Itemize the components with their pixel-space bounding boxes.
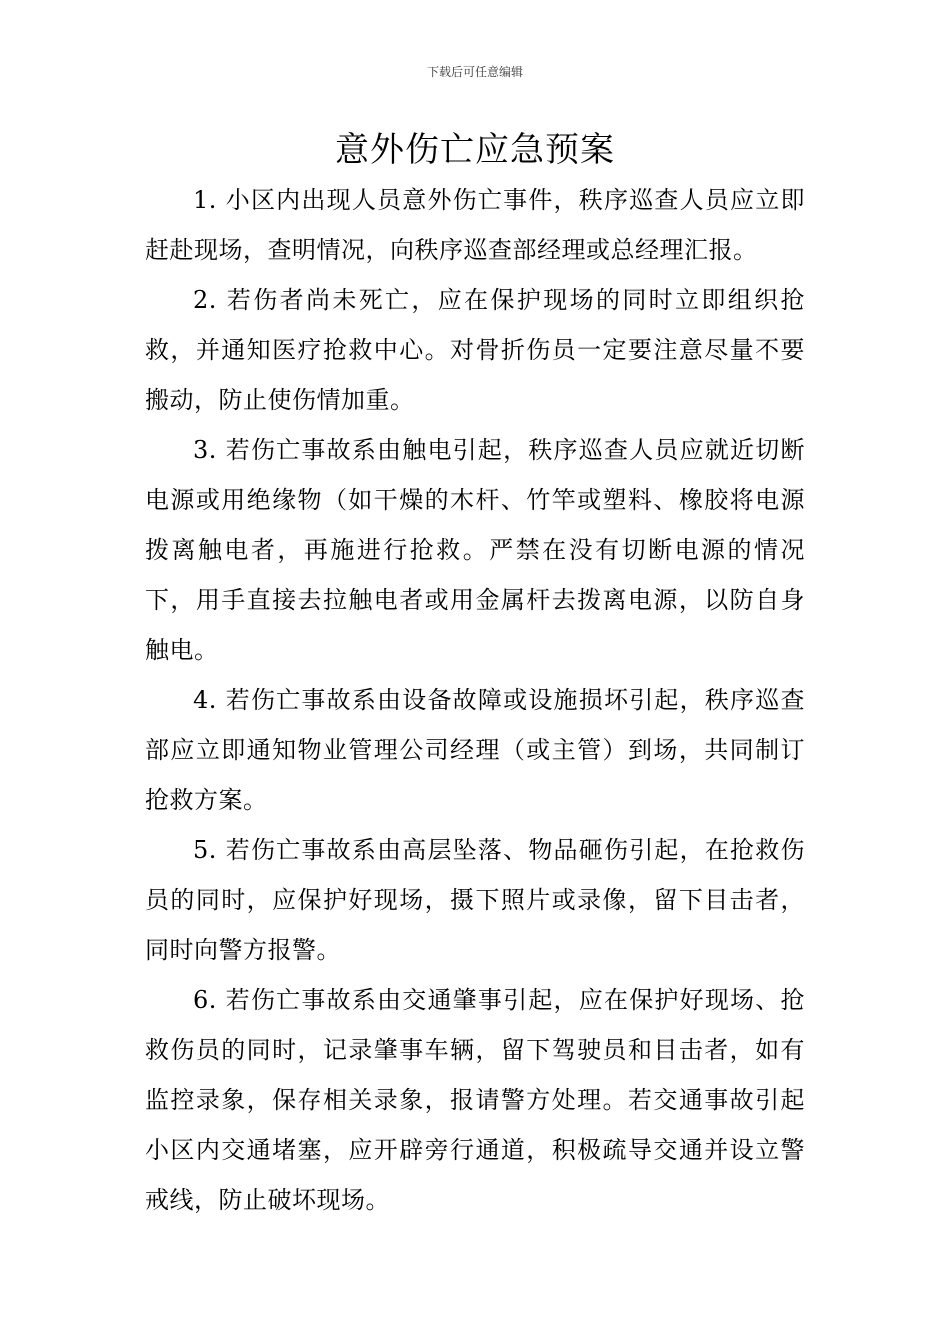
paragraph-2: 2. 若伤者尚未死亡，应在保护现场的同时立即组织抢救，并通知医疗抢救中心。对骨折伤员一定要注意尽量不要搬动，防止使伤情加重。 — [145, 286, 805, 414]
document-body — [145, 175, 805, 1225]
paragraph-5: 5. 若伤亡事故系由高层坠落、物品砸伤引起，在抢救伤员的同时，应保护好现场，摄下照片或录像，留下目击者，同时向警方报警。 — [145, 836, 805, 964]
page-title: 意外伤亡应急预案 — [335, 130, 615, 170]
paragraph-3: 3. 若伤亡事故系由触电引起，秩序巡查人员应就近切断电源或用绝缘物（如干燥的木杆、竹竿或塑料、橡胶将电源拨离触电者，再施进行抢救。严禁在没有切断电源的情况下，用手直接去拉触电者或用金属杆去拨离电源，以防自身触电。 — [145, 436, 805, 664]
paragraph-4: 4. 若伤亡事故系由设备故障或设施损坏引起，秩序巡查部应立即通知物业管理公司经理（或主管）到场，共同制订抢救方案。 — [145, 686, 805, 814]
paragraph-6: 6. 若伤亡事故系由交通肇事引起，应在保护好现场、抢救伤员的同时，记录肇事车辆，留下驾驶员和目击者，如有监控录象，保存相关录象，报请警方处理。若交通事故引起小区内交通堵塞，应开辟旁行通道，积极疏导交通并设立警戒线，防止破坏现场。 — [145, 986, 805, 1214]
header-note: 下载后可任意编辑 — [426, 65, 523, 79]
paragraph-1: 1. 小区内出现人员意外伤亡事件，秩序巡查人员应立即赶赴现场，查明情况，向秩序巡查部经理或总经理汇报。 — [145, 186, 805, 264]
